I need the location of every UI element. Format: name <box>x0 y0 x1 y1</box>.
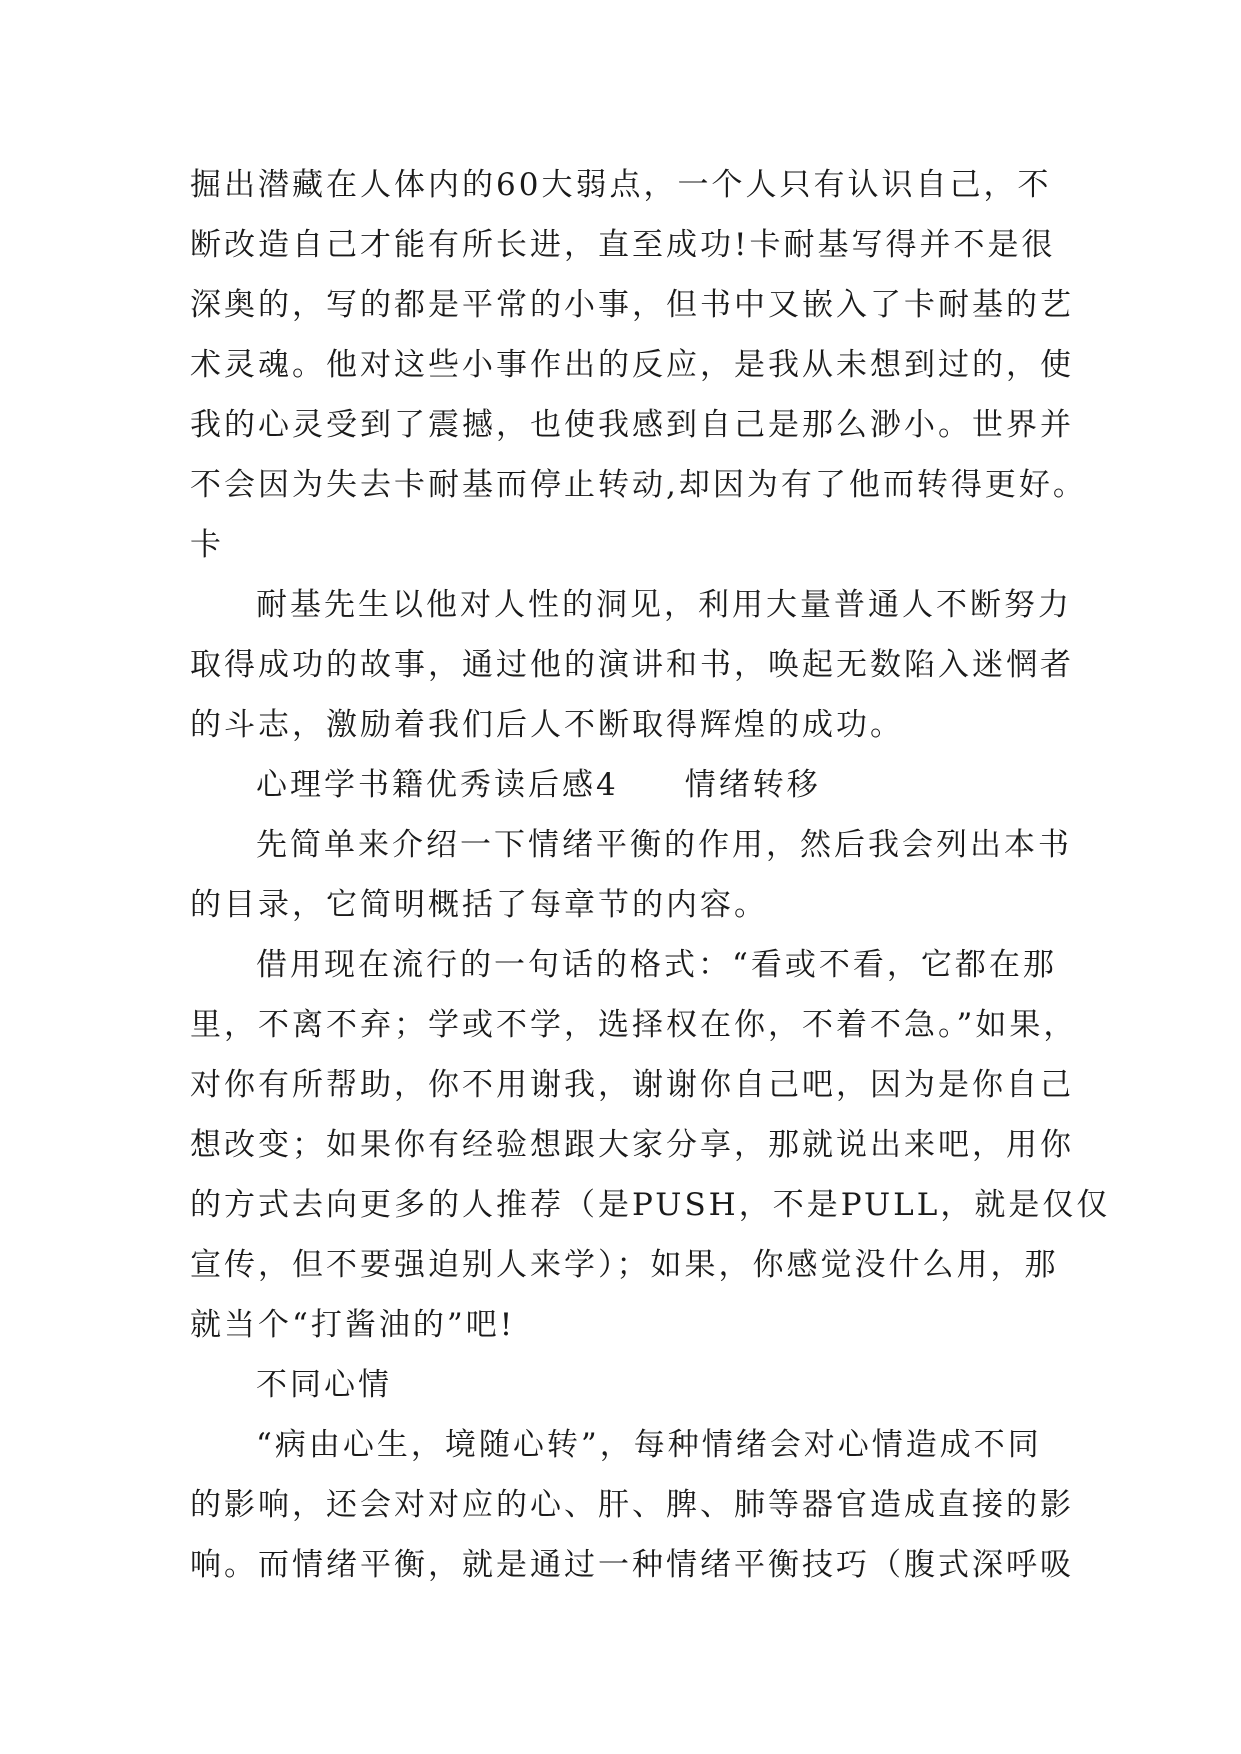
text-line: 对你有所帮助，你不用谢我，谢谢你自己吧，因为是你自己 <box>190 1067 1074 1103</box>
subsection-heading: 不同心情 <box>256 1367 392 1403</box>
text-line: 我的心灵受到了震撼，也使我感到自己是那么渺小。世界并 <box>190 407 1074 443</box>
text-line: 响。而情绪平衡，就是通过一种情绪平衡技巧（腹式深呼吸 <box>190 1547 1074 1583</box>
text-line: 先简单来介绍一下情绪平衡的作用，然后我会列出本书 <box>256 827 1072 863</box>
document-body <box>190 155 1111 1595</box>
text-line: 想改变；如果你有经验想跟大家分享，那就说出来吧，用你 <box>190 1127 1074 1163</box>
text-line: 不会因为失去卡耐基而停止转动,却因为有了他而转得更好。 <box>190 467 1087 503</box>
text-line: 借用现在流行的一句话的格式：“看或不看，它都在那 <box>256 947 1057 983</box>
section-heading-line <box>190 755 1070 815</box>
text-line: 宣传，但不要强迫别人来学）；如果，你感觉没什么用，那 <box>190 1247 1059 1283</box>
section-heading: 心理学书籍优秀读后感4 <box>256 767 619 803</box>
text-line: 的目录，它简明概括了每章节的内容。 <box>190 887 768 923</box>
text-line: 取得成功的故事，通过他的演讲和书，唤起无数陷入迷惘者 <box>190 647 1074 683</box>
text-line: 掘出潜藏在人体内的60大弱点，一个人只有认识自己，不 <box>190 167 1052 203</box>
text-line: 术灵魂。他对这些小事作出的反应，是我从未想到过的，使 <box>190 347 1074 383</box>
text-line: “病由心生，境随心转”，每种情绪会对心情造成不同 <box>256 1427 1042 1463</box>
text-line: 的影响，还会对对应的心、肝、脾、肺等器官造成直接的影 <box>190 1487 1074 1523</box>
text-line: 耐基先生以他对人性的洞见，利用大量普通人不断努力 <box>256 587 1072 623</box>
section-subheading: 情绪转移 <box>684 767 821 803</box>
text-line: 里，不离不弃；学或不学，选择权在你，不着不急。”如果， <box>190 1007 1078 1043</box>
text-line: 卡 <box>190 527 224 563</box>
text-line: 的斗志，激励着我们后人不断取得辉煌的成功。 <box>190 707 904 743</box>
text-line: 的方式去向更多的人推荐（是PUSH，不是PULL，就是仅仅 <box>190 1187 1111 1223</box>
text-line: 断改造自己才能有所长进，直至成功!卡耐基写得并不是很 <box>190 227 1056 263</box>
text-line: 就当个“打酱油的”吧! <box>190 1307 516 1343</box>
text-line: 深奥的，写的都是平常的小事，但书中又嵌入了卡耐基的艺 <box>190 287 1074 323</box>
